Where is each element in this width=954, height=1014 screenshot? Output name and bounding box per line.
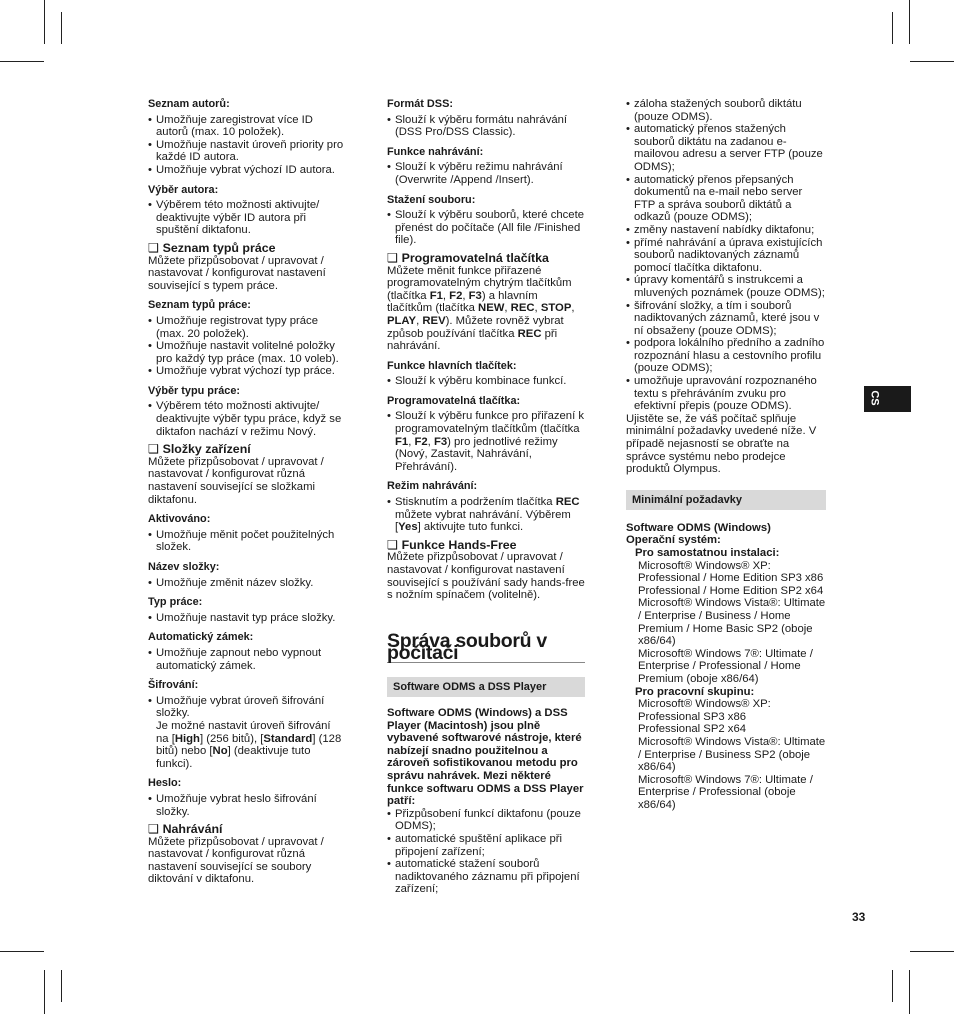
- checkbox-square-icon: ❑: [148, 822, 160, 837]
- subheading: Výběr autora:: [148, 183, 219, 196]
- section-bar: Minimální požadavky: [626, 490, 826, 510]
- list-item: • Stisknutím a podržením tlačítka REC můžete vybrat nahrávání. Výběrem [Yes] aktivujte tuto funkci.: [387, 496, 585, 534]
- bullet-list: [148, 529, 344, 554]
- bullet-list: [387, 209, 585, 247]
- crop-mark: [44, 970, 45, 1014]
- list-item: • záloha stažených souborů diktátu (pouze ODMS).: [626, 98, 826, 123]
- list-item: • šifrování složky, a tím i souborů nadiktovaných záznamů, které jsou v ní obsaženy (pouze ODMS);: [626, 300, 826, 338]
- requirements-list: [626, 560, 826, 686]
- requirement-line: Microsoft® Windows Vista®: Ultimate / Enterprise / Business / Home Premium / Home Basic SP2 (oboje x86/64): [638, 597, 826, 648]
- section-bar: Software ODMS a DSS Player: [387, 677, 585, 697]
- section-heading: ❑ Nahrávání: [148, 822, 223, 837]
- bullet-list: [148, 114, 344, 177]
- subheading: Automatický zámek:: [148, 631, 254, 644]
- list-item: • Slouží k výběru souborů, které chcete přenést do počítače (All file /Finished file).: [387, 209, 585, 247]
- subheading: Formát DSS:: [387, 98, 453, 110]
- requirement-line: Professional SP2 x64: [638, 723, 747, 736]
- list-item: • Slouží k výběru funkce pro přiřazení k programovatelným tlačítkům (tlačítka F1, F2, F3) pro jednotlivé režimy (Nový, Zastavit, Nahrávání, Přehrávání).: [387, 410, 585, 473]
- requirement-line: Microsoft® Windows Vista®: Ultimate / Enterprise / Business SP2 (oboje x86/64): [638, 735, 826, 774]
- requirement-line: Microsoft® Windows® XP: Professional SP3 x86: [638, 698, 771, 723]
- bullet-list: [626, 98, 826, 413]
- crop-mark: [61, 970, 62, 1002]
- list-item: • Umožňuje nastavit úroveň priority pro každé ID autora.: [148, 139, 344, 164]
- list-item: • Výběrem této možnosti aktivujte/ deaktivujte výběr typu práce, když se diktafon nachází v režimu Nový.: [148, 400, 344, 438]
- bullet-list: [148, 400, 344, 438]
- subheading: Pro samostatnou instalaci:: [635, 547, 780, 559]
- list-item: • automatický přenos přepsaných dokumentů na e-mail nebo server FTP a správa souborů diktátů a odkazů (pouze ODMS);: [626, 174, 826, 224]
- crop-mark: [909, 0, 910, 44]
- list-item: • automatické spuštění aplikace při připojení zařízení;: [387, 833, 585, 858]
- bullet-list: [148, 695, 344, 771]
- list-item: • přímé nahrávání a úprava existujících souborů nadiktovaných záznamů pomocí tlačítka diktafonu.: [626, 237, 826, 275]
- language-tab: CS: [864, 386, 911, 412]
- bullet-list: [387, 161, 585, 186]
- bullet-list: [387, 410, 585, 473]
- bullet-list: [148, 793, 344, 818]
- list-item: • Slouží k výběru formátu nahrávání (DSS Pro/DSS Classic).: [387, 114, 585, 139]
- bullet-list: [148, 577, 344, 590]
- page-number: 33: [852, 910, 866, 924]
- crop-mark: [909, 970, 910, 1014]
- crop-mark: [0, 951, 44, 952]
- subheading: Režim nahrávání:: [387, 480, 478, 493]
- bullet-list: [387, 496, 585, 534]
- list-item: • Umožňuje vybrat výchozí ID autora.: [148, 164, 344, 177]
- checkbox-square-icon: ❑: [148, 240, 160, 255]
- list-item: • Umožňuje změnit název složky.: [148, 577, 344, 590]
- section-heading: ❑ Složky zařízení: [148, 442, 251, 457]
- intro-paragraph: Software ODMS (Windows) a DSS Player (Macintosh) jsou plně vybavené softwarové nástroje, které nabízejí snadno použitelnou a zároveň sofistikovanou metodu pro správu nahrávek. Mezi některé funkce softwaru ODMS a DSS Player patří:: [387, 706, 584, 808]
- subheading: Operační systém:: [626, 534, 721, 547]
- requirement-line: Microsoft® Windows® XP: Professional / Home Edition SP3 x86: [638, 559, 824, 585]
- list-item: • Umožňuje vybrat úroveň šifrování složky. Je možné nastavit úroveň šifrování na [High] (256 bitů), [Standard] (128 bitů) nebo [No] (deaktivuje tuto funkci).: [148, 695, 344, 771]
- bullet-list: [148, 612, 344, 625]
- crop-mark: [910, 61, 954, 62]
- requirements-list: [626, 698, 826, 811]
- subheading: Funkce nahrávání:: [387, 145, 484, 158]
- list-item: • automatický přenos stažených souborů diktátu na zadanou e-mailovou adresu a server FTP (pouze ODMS);: [626, 123, 826, 173]
- subheading: Pro pracovní skupinu:: [635, 685, 755, 698]
- list-item: • změny nastavení nabídky diktafonu;: [626, 224, 826, 237]
- crop-mark: [44, 0, 45, 44]
- list-item: • podpora lokálního předního a zadního rozpoznání hlasu a cestovního profilu (pouze ODMS);: [626, 337, 826, 375]
- requirement-line: Professional / Home Edition SP2 x64: [638, 584, 824, 597]
- bullet-list: [387, 375, 585, 388]
- subheading: Seznam autorů:: [148, 98, 230, 110]
- crop-mark: [910, 951, 954, 952]
- bullet-list: [148, 315, 344, 378]
- list-item: • Umožňuje vybrat heslo šifrování složky.: [148, 793, 344, 818]
- section-heading: ❑ Funkce Hands-Free: [387, 537, 517, 552]
- list-item: • automatické stažení souborů nadiktovaného záznamu při připojení zařízení;: [387, 858, 585, 896]
- paragraph: Můžete přizpůsobovat / upravovat / nastavovat / konfigurovat různá nastavení související se složkami diktafonu.: [148, 455, 324, 506]
- subheading: Seznam typů práce:: [148, 299, 251, 312]
- list-item: • Umožňuje vybrat výchozí typ práce.: [148, 365, 344, 378]
- bullet-list: [148, 647, 344, 672]
- subheading: Heslo:: [148, 777, 182, 790]
- checkbox-square-icon: ❑: [387, 250, 399, 265]
- chapter-title: Správa souborů v počítači: [387, 635, 585, 663]
- crop-mark: [892, 970, 893, 1002]
- column-2: [387, 96, 585, 896]
- bullet-list: [148, 199, 344, 237]
- list-item: • Slouží k výběru kombinace funkcí.: [387, 375, 585, 388]
- list-item: • umožňuje upravování rozpoznaného textu s přehráváním zvuku pro efektivní přepis (pouze ODMS).: [626, 375, 826, 413]
- subheading: Šifrování:: [148, 679, 199, 692]
- paragraph: Můžete přizpůsobovat / upravovat / nastavovat / konfigurovat nastavení související s používání sady hands-free s nožním spínačem (volitelně).: [387, 551, 585, 602]
- paragraph: Můžete měnit funkce přiřazené programovatelným chytrým tlačítkům (tlačítka F1, F2, F3) a hlavním tlačítkům (tlačítka NEW, REC, STOP, PLAY, REV). Můžete rovněž vybrat způsob používání tlačítka REC při nahrávání.: [387, 264, 575, 353]
- subheading: Výběr typu práce:: [148, 384, 240, 397]
- checkbox-square-icon: ❑: [387, 537, 399, 552]
- bullet-list: [387, 808, 585, 896]
- bullet-list: [387, 114, 585, 139]
- paragraph: Ujistěte se, že váš počítač splňuje minimální požadavky uvedené níže. V případě nejasností se obraťte na správce systému nebo prodejce produktů Olympus.: [626, 412, 817, 476]
- crop-mark: [61, 12, 62, 44]
- checkbox-square-icon: ❑: [148, 442, 160, 457]
- list-item: • Umožňuje registrovat typy práce (max. 20 položek).: [148, 315, 344, 340]
- list-item: • Umožňuje nastavit volitelné položky pro každý typ práce (max. 10 voleb).: [148, 340, 344, 365]
- column-3: [626, 96, 826, 811]
- list-item: • úpravy komentářů s instrukcemi a mluvených poznámek (pouze ODMS);: [626, 274, 826, 299]
- crop-mark: [892, 12, 893, 44]
- paragraph: Můžete přizpůsobovat / upravovat / nastavovat / konfigurovat různá nastavení související se soubory diktování v diktafonu.: [148, 835, 324, 886]
- list-item: • Výběrem této možnosti aktivujte/ deaktivujte výběr ID autora při spuštění diktafonu.: [148, 199, 344, 237]
- subheading: Stažení souboru:: [387, 193, 476, 206]
- crop-mark: [0, 61, 44, 62]
- list-item: • Přizpůsobení funkcí diktafonu (pouze ODMS);: [387, 808, 585, 833]
- subheading: Funkce hlavních tlačítek:: [387, 359, 517, 372]
- list-item: • Umožňuje zapnout nebo vypnout automatický zámek.: [148, 647, 344, 672]
- column-1: [148, 96, 344, 886]
- paragraph: Můžete přizpůsobovat / upravovat / nastavovat / konfigurovat nastavení související s typem práce.: [148, 254, 326, 292]
- subheading: Software ODMS (Windows): [626, 521, 771, 534]
- requirement-line: Microsoft® Windows 7®: Ultimate / Enterprise / Professional (oboje x86/64): [638, 773, 813, 811]
- requirement-line: Microsoft® Windows 7®: Ultimate / Enterprise / Professional / Home Premium (oboje x86/64): [638, 647, 813, 685]
- section-heading: ❑ Seznam typů práce: [148, 240, 276, 255]
- subheading: Název složky:: [148, 561, 220, 573]
- subheading: Typ práce:: [148, 596, 203, 609]
- subheading: Aktivováno:: [148, 513, 211, 526]
- list-item: • Umožňuje zaregistrovat více ID autorů (max. 10 položek).: [148, 114, 344, 139]
- subheading: Programovatelná tlačítka:: [387, 394, 521, 407]
- section-heading: ❑ Programovatelná tlačítka: [387, 250, 549, 265]
- list-item: • Umožňuje měnit počet použitelných složek.: [148, 529, 344, 554]
- list-item: • Umožňuje nastavit typ práce složky.: [148, 612, 344, 625]
- list-item: • Slouží k výběru režimu nahrávání (Overwrite /Append /Insert).: [387, 161, 585, 186]
